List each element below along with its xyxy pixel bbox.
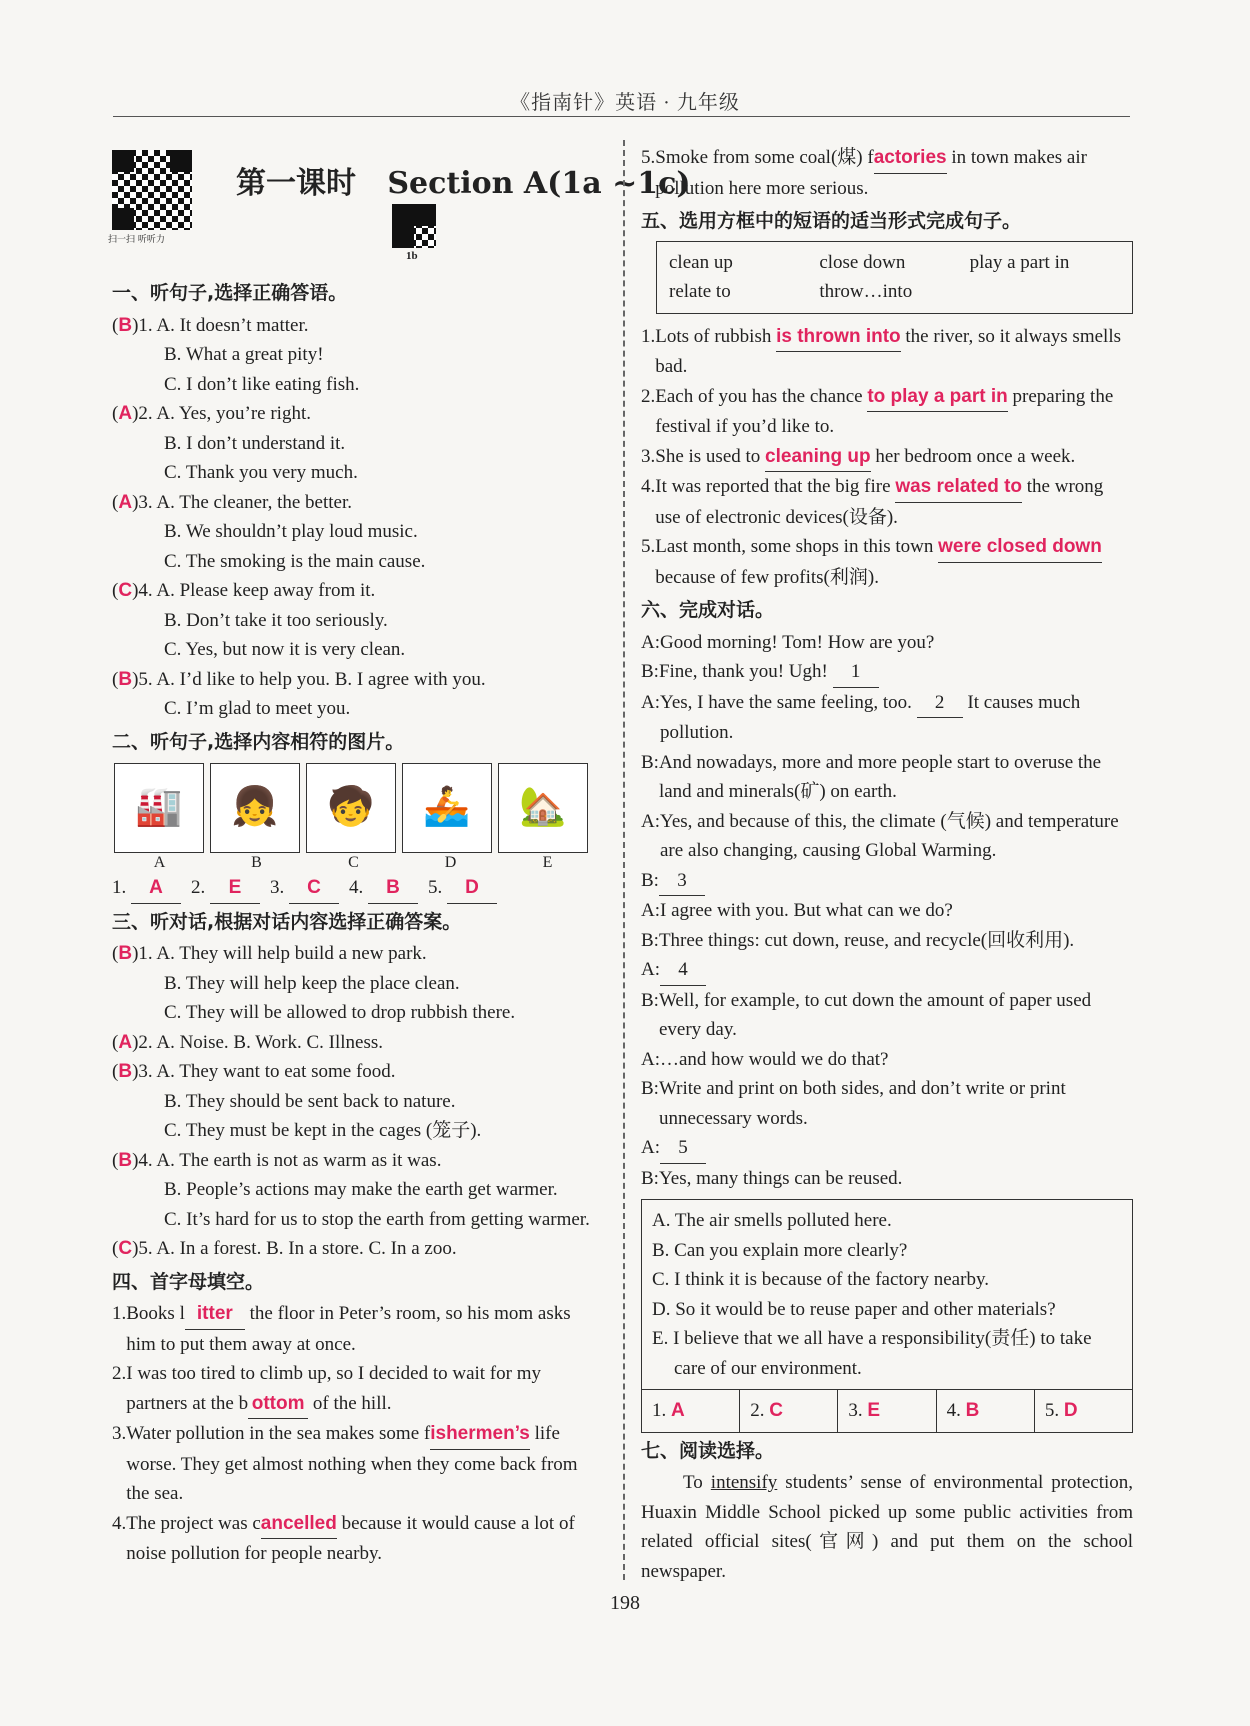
picture-label: C [348, 854, 359, 871]
speaker: B: [641, 751, 659, 773]
page-header: 《指南针》英语 · 九年级 [510, 92, 740, 114]
part3-option-row [112, 998, 602, 1028]
part4-item [112, 1509, 602, 1569]
text-post: the wrong use of electronic devices(设备). [655, 476, 1104, 528]
answer-mark: C [118, 580, 133, 601]
item-num: 3. [641, 445, 656, 467]
part1-option-row [112, 370, 602, 400]
answer-num: 4. [946, 1400, 966, 1421]
dialogue-line [641, 1164, 1133, 1194]
text-pre: Smoke from some coal(煤) f [655, 147, 874, 168]
part1-heading: 一、听句子,选择正确答语。 [112, 282, 348, 304]
text-post: because it would cause a lot of noise pollution for people nearby. [126, 1512, 575, 1564]
phrase-row [669, 248, 1120, 278]
part3-option-row [112, 1175, 602, 1205]
part6-heading: 六、完成对话。 [641, 599, 775, 621]
paren: )3. [132, 491, 157, 513]
dialogue-line [641, 807, 1133, 866]
option-item: D. So it would be to reuse paper and other materials? [652, 1298, 1056, 1320]
lesson-label: 第一课时 [236, 166, 356, 201]
answer-mark: E [867, 1400, 881, 1421]
part4-item [641, 143, 1133, 203]
part2-answer [112, 873, 181, 904]
part2-answer [270, 873, 339, 904]
picture-label: D [444, 854, 457, 871]
picture-e-icon: 🏡 [498, 763, 588, 853]
part4-item-5 [641, 143, 1133, 203]
part2-answer [191, 873, 260, 904]
answer-mark: A [118, 1031, 133, 1053]
paren: ( [112, 1149, 119, 1171]
paren: ( [112, 403, 119, 424]
qr-code-icon[interactable] [112, 150, 192, 230]
answer-blank: C [289, 873, 339, 904]
line-text-main: Yes, and because of this, the climate (气候) and temperature are also changing, causing Global Warming. [660, 810, 1119, 861]
item-text [126, 1509, 602, 1569]
speaker: B: [641, 1078, 659, 1099]
answer-blank: D [447, 873, 497, 904]
item-text [126, 1419, 602, 1509]
speaker: A: [641, 691, 660, 713]
option-text: B. Don’t take it too seriously. [164, 609, 388, 631]
answer-mark: C [118, 1238, 133, 1259]
answer-cell [837, 1390, 935, 1432]
option-text: A. Yes, you’re right. [156, 403, 311, 424]
answer-mark: A [671, 1400, 685, 1421]
line-text [659, 1164, 902, 1194]
answer-num: 4. [349, 877, 368, 898]
answer-cell [642, 1390, 739, 1432]
answer-mark: B [965, 1400, 980, 1421]
paren: )4. [132, 1149, 157, 1171]
answer-blank: was related to [895, 472, 1022, 503]
part1-option-row [112, 547, 602, 577]
option-text: B. They should be sent back to nature. [164, 1090, 456, 1112]
option-text: C. Thank you very much. [164, 462, 358, 483]
picture-d-icon: 🚣 [402, 763, 492, 853]
part2-answer [349, 873, 418, 904]
qr-caption: 扫一扫 听听力 [108, 235, 165, 245]
phrase [970, 277, 1120, 307]
line-text [659, 986, 1133, 1045]
options-list [642, 1200, 1132, 1389]
line-text [660, 1133, 706, 1164]
text-pre: Each of you has the chance [655, 385, 868, 407]
part3-questions [112, 939, 602, 1264]
phrase-row [669, 277, 1120, 307]
part4-item [112, 1359, 602, 1419]
answer-num: 1. [112, 877, 131, 898]
answer-mark: B [118, 943, 133, 964]
text-pre: It was reported that the big fire [655, 476, 896, 497]
dialogue-blank: 4 [660, 955, 706, 986]
part3-option-row [112, 1028, 602, 1058]
paren: )1. [132, 314, 157, 336]
qr-code-small-icon[interactable] [392, 204, 436, 248]
part1-option-row [112, 488, 602, 518]
item-text [655, 442, 1075, 473]
dialogue-blank: 5 [660, 1133, 706, 1164]
option-text: C. It’s hard for us to stop the earth from getting warmer. [164, 1208, 590, 1230]
part1-option-row [112, 311, 602, 341]
part5-heading: 五、选用方框中的短语的适当形式完成句子。 [641, 210, 1022, 232]
answer-blank: to play a part in [867, 382, 1007, 413]
phrase: throw…into [819, 281, 913, 302]
part1-option-row [112, 694, 602, 724]
answer-mark: C [769, 1400, 783, 1421]
dialogue-line [641, 1133, 1133, 1164]
paren: )4. [132, 580, 157, 601]
text-pre: Lots of rubbish [655, 325, 777, 347]
dialogue-line [641, 688, 1133, 748]
answer-cell [739, 1390, 837, 1432]
part1-option-row [112, 429, 602, 459]
dialogue-line [641, 986, 1133, 1045]
speaker: B: [641, 929, 659, 951]
part1-questions [112, 311, 602, 724]
column-divider [623, 140, 625, 1580]
answer-mark: B [118, 314, 133, 336]
item-text [655, 532, 1133, 592]
paren: )1. [132, 943, 157, 964]
header-rule [113, 116, 1130, 117]
option-text: C. They will be allowed to drop rubbish there. [164, 1002, 516, 1023]
paren: ( [112, 580, 119, 601]
line-text [660, 896, 953, 926]
part4-item [112, 1419, 602, 1509]
answer-blank: is thrown into [776, 322, 901, 353]
line-text [659, 1074, 1133, 1133]
speaker: B: [641, 661, 659, 682]
line-text [659, 748, 1133, 807]
answer-mark: B [118, 1149, 133, 1171]
phrase: relate to [669, 281, 731, 302]
line-text-main: …and how would we do that? [660, 1048, 889, 1070]
line-text-main: And nowadays, more and more people start to overuse the land and minerals(矿) on earth. [658, 751, 1102, 802]
picture-label: B [251, 854, 262, 871]
text-pre: Last month, some shops in this town [655, 536, 939, 557]
speaker: B: [641, 989, 659, 1011]
text-post: life worse. They get almost nothing when they come back from the sea. [126, 1423, 578, 1504]
part5-items [641, 322, 1133, 593]
part5-item [641, 382, 1133, 442]
answer-blank: E [210, 873, 260, 904]
para-text-pre: To [683, 1472, 711, 1493]
answer-blank: ishermen’s [430, 1419, 530, 1450]
answer-mark: B [118, 668, 133, 690]
part3-option-row [112, 939, 602, 969]
right-column [641, 143, 1133, 1586]
item-num: 1. [112, 1303, 127, 1324]
paren: )2. [132, 403, 157, 424]
answer-mark: B [118, 1061, 133, 1082]
paren: ( [112, 1061, 119, 1082]
page-number: 198 [610, 1592, 640, 1614]
line-text [660, 628, 934, 658]
answer-num: 3. [270, 877, 289, 898]
paren: ( [112, 668, 119, 690]
answer-blank: actories [874, 143, 947, 174]
answer-num: 2. [750, 1400, 770, 1421]
speaker: A: [641, 631, 660, 653]
picture-a-icon: 🏭 [114, 763, 204, 853]
item-num: 2. [641, 385, 656, 407]
line-text-main: Fine, thank you! Ugh! [658, 661, 833, 682]
speaker: A: [641, 959, 660, 980]
speaker: A: [641, 1137, 660, 1158]
answer-blank: were closed down [938, 532, 1102, 563]
dialogue-line [641, 1045, 1133, 1075]
dialogue-blank: 2 [917, 688, 963, 719]
option-text: C. I don’t like eating fish. [164, 373, 360, 395]
part3-option-row [112, 1146, 602, 1176]
part1-option-row [112, 517, 602, 547]
dialogue-line [641, 955, 1133, 986]
line-text-main: Write and print on both sides, and don’t write or print unnecessary words. [658, 1078, 1066, 1129]
part1-option-row [112, 576, 602, 606]
answer-row [642, 1389, 1132, 1432]
item-num: 4. [641, 476, 656, 497]
part3-option-row [112, 969, 602, 999]
dialogue-line [641, 866, 1133, 897]
text-post: in town makes air pollution here more serious. [655, 147, 1087, 199]
line-text [660, 807, 1133, 866]
option-item: C. I think it is because of the factory nearby. [652, 1269, 989, 1290]
answer-blank: A [131, 873, 181, 904]
dialogue-line [641, 896, 1133, 926]
item-text [655, 382, 1133, 442]
text-pre: The project was c [126, 1512, 261, 1534]
speaker: A: [641, 810, 660, 832]
paren: ( [112, 491, 119, 513]
picture-label: E [542, 854, 553, 871]
part5-item [641, 532, 1133, 592]
text-post: preparing the festival if you’d like to. [655, 385, 1114, 437]
speaker: A: [641, 1048, 660, 1070]
answer-blank: B [368, 873, 418, 904]
phrase-box [656, 241, 1133, 314]
item-num: 3. [112, 1423, 127, 1444]
item-num: 5. [641, 147, 656, 168]
part3-option-row [112, 1087, 602, 1117]
line-text [660, 955, 706, 986]
option-text: A. The cleaner, the better. [156, 491, 353, 513]
option-text: B. I don’t understand it. [164, 432, 346, 454]
reading-paragraph [641, 1468, 1133, 1586]
option-text: A. They will help build a new park. [156, 943, 427, 964]
part4-items [112, 1299, 602, 1569]
line-text [659, 926, 1074, 956]
text-post: because of few profits(利润). [655, 566, 879, 588]
answer-blank: ancelled [261, 1509, 337, 1540]
paren: ( [112, 314, 119, 336]
option-text: A. Please keep away from it. [156, 580, 376, 601]
option-text: A. In a forest. B. In a store. C. In a zoo. [156, 1238, 457, 1259]
option-text: B. We shouldn’t play loud music. [164, 521, 418, 542]
part2-pictures [114, 763, 602, 853]
answer-num: 3. [848, 1400, 868, 1421]
answer-num: 5. [1044, 1400, 1064, 1421]
dialogue-line [641, 748, 1133, 807]
answer-blank: cleaning up [765, 442, 871, 473]
text-pre: Water pollution in the sea makes some f [126, 1423, 431, 1444]
part1-option-row [112, 635, 602, 665]
dialogue-blank: 3 [659, 866, 705, 897]
answer-blank: ottom [248, 1389, 308, 1420]
line-text [659, 657, 879, 688]
item-text [126, 1359, 602, 1419]
picture-c-icon: 🧒 [306, 763, 396, 853]
dialogue-line [641, 628, 1133, 658]
dialogue-line [641, 657, 1133, 688]
part5-item [641, 442, 1133, 473]
answer-cell [1034, 1390, 1132, 1432]
picture-label: A [153, 854, 166, 871]
paren: ( [112, 1031, 119, 1053]
item-num: 1. [641, 325, 656, 347]
dialogue-line [641, 1074, 1133, 1133]
answer-mark: D [1063, 1400, 1078, 1421]
paren: )3. [132, 1061, 157, 1082]
option-text: A. Noise. B. Work. C. Illness. [156, 1031, 383, 1053]
line-text-main: Good morning! Tom! How are you? [660, 631, 935, 653]
part3-option-row [112, 1116, 602, 1146]
dialogue-blank: 1 [833, 657, 879, 688]
paren: )5. [132, 1238, 157, 1259]
speaker: A: [641, 900, 660, 921]
text-pre: She is used to [655, 445, 766, 467]
picture-b-icon: 👧 [210, 763, 300, 853]
option-text: B. People’s actions may make the earth get warmer. [164, 1179, 558, 1200]
option-text: B. They will help keep the place clean. [164, 972, 460, 994]
answer-mark: A [118, 491, 133, 513]
answer-mark: A [118, 403, 133, 424]
part7-heading: 七、阅读选择。 [641, 1439, 775, 1462]
part2-heading: 二、听句子,选择内容相符的图片。 [112, 730, 405, 753]
text-pre: I was too tired to climb up, so I decided to wait for my partners at the b [126, 1363, 541, 1414]
answer-num: 1. [652, 1400, 671, 1421]
dialogue-line [641, 926, 1133, 956]
part4-heading: 四、首字母填空。 [112, 1270, 265, 1293]
phrase: play a part in [969, 251, 1070, 273]
part3-option-row [112, 1234, 602, 1264]
option-text: C. I’m glad to meet you. [164, 698, 351, 719]
line-text-main: Yes, I have the same feeling, too. [660, 691, 917, 713]
line-text-main: I agree with you. But what can we do? [660, 900, 953, 921]
option-text: A. The earth is not as warm as it was. [156, 1149, 442, 1171]
text-post: the floor in Peter’s room, so his mom asks him to put them away at once. [126, 1303, 571, 1355]
line-text-main: Yes, many things can be reused. [658, 1167, 903, 1189]
paren: ( [112, 943, 119, 964]
options-table [641, 1199, 1133, 1433]
line-text [659, 866, 705, 897]
part5-item [641, 472, 1133, 532]
option-item: E. I believe that we all have a responsibility(责任) to take care of our environment. [652, 1328, 1092, 1379]
answer-cell [936, 1390, 1034, 1432]
phrase: close down [819, 251, 906, 273]
line-text-main: Three things: cut down, reuse, and recycle(回收利用). [658, 929, 1075, 951]
item-text [655, 322, 1133, 382]
part1-option-row [112, 665, 602, 695]
speaker: B: [641, 869, 659, 891]
line-text [660, 688, 1133, 748]
option-text: C. Yes, but now it is very clean. [164, 639, 406, 660]
para-underlined-word: intensify [710, 1472, 778, 1493]
part1-option-row [112, 458, 602, 488]
option-item: B. Can you explain more clearly? [652, 1239, 908, 1261]
option-text: A. They want to eat some food. [156, 1061, 396, 1082]
item-text [126, 1299, 602, 1359]
option-text: C. They must be kept in the cages (笼子). [164, 1120, 482, 1141]
speaker: B: [641, 1167, 659, 1189]
text-post: of the hill. [308, 1392, 392, 1414]
answer-num: 2. [191, 877, 210, 898]
section-label: Section A(1a ~1c) [387, 166, 691, 201]
paren: ( [112, 1238, 119, 1259]
part1-option-row [112, 606, 602, 636]
item-num: 4. [112, 1512, 127, 1534]
left-column [112, 275, 602, 1569]
item-text [655, 472, 1133, 532]
part4-item [112, 1299, 602, 1359]
part1-option-row [112, 399, 602, 429]
paren: )2. [132, 1031, 157, 1053]
answer-num: 5. [428, 877, 447, 898]
line-text-after: It causes much pollution. [660, 691, 1081, 743]
line-text-main: Well, for example, to cut down the amount of paper used every day. [658, 989, 1092, 1040]
para-text-post: students’ sense of environmental protection, Huaxin Middle School picked up some public activities from related official sites(官网) and put them on the school newspaper. [641, 1472, 1134, 1582]
text-post: the river, so it always smells bad. [655, 325, 1121, 377]
text-pre: Books l [126, 1303, 185, 1324]
text-post: her bedroom once a week. [870, 445, 1076, 467]
part1-option-row [112, 340, 602, 370]
answer-blank: itter [185, 1299, 245, 1330]
qr-small-label: 1b [406, 250, 418, 262]
item-num: 5. [641, 536, 656, 557]
part3-heading: 三、听对话,根据对话内容选择正确答案。 [112, 910, 462, 933]
item-num: 2. [112, 1363, 127, 1384]
line-text [660, 1045, 888, 1075]
part2-picture-labels [114, 853, 602, 873]
option-text: A. It doesn’t matter. [156, 314, 309, 336]
part5-item [641, 322, 1133, 382]
part2-answer [428, 873, 497, 904]
part3-option-row [112, 1205, 602, 1235]
option-item: A. The air smells polluted here. [652, 1210, 892, 1231]
option-text: C. The smoking is the main cause. [164, 550, 426, 572]
item-text [655, 143, 1133, 203]
part3-option-row [112, 1057, 602, 1087]
phrase: clean up [669, 251, 733, 273]
paren: )5. [132, 668, 157, 690]
part6-dialogue [641, 628, 1133, 1194]
part2-answers [112, 873, 602, 904]
option-text: A. I’d like to help you. B. I agree with you. [156, 668, 486, 690]
option-text: B. What a great pity! [164, 344, 324, 365]
